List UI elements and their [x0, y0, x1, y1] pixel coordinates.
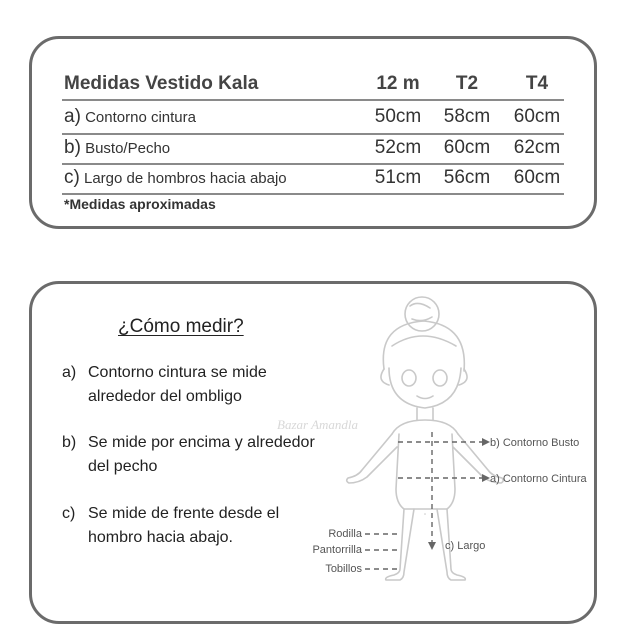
table-cell: 50cm: [374, 106, 422, 127]
how-to-title: ¿Cómo medir?: [118, 316, 244, 337]
row-text: Largo de hombros hacia abajo: [84, 170, 287, 187]
approx-note: *Medidas aproximadas: [64, 196, 216, 212]
step-text: Contorno cintura se mide alrededor del ombligo: [88, 364, 267, 405]
table-cell: 56cm: [443, 167, 491, 188]
row-letter: c): [64, 167, 80, 188]
girl-measurement-figure: [32, 284, 594, 621]
waist-label: a) Contorno Cintura: [490, 473, 587, 485]
how-to-measure-card: [29, 281, 597, 624]
row-letter: b): [64, 137, 81, 158]
ankle-label: Tobillos: [325, 563, 362, 575]
column-header-t2: T2: [455, 73, 479, 94]
girl-outline-illustration: [347, 297, 504, 580]
row-label: [64, 102, 196, 133]
table-cell: 52cm: [374, 137, 422, 158]
row-text: Contorno cintura: [85, 109, 196, 126]
column-header-t4: T4: [525, 73, 549, 94]
length-label: c) Largo: [445, 540, 486, 552]
table-row: [64, 163, 564, 193]
calf-label: Pantorrilla: [312, 544, 362, 556]
step-letter: c): [62, 505, 76, 522]
table-divider: [62, 99, 564, 101]
guide-arrowheads: [428, 438, 490, 550]
table-cell: 60cm: [513, 106, 561, 127]
column-header-12m: 12 m: [376, 73, 420, 94]
bust-label: b) Contorno Busto: [490, 437, 580, 449]
step-text: Se mide por encima y alrededor del pecho: [88, 434, 315, 475]
step-letter: a): [62, 364, 77, 381]
row-label: [64, 163, 287, 194]
table-title: Medidas Vestido Kala: [64, 73, 259, 94]
table-cell: 60cm: [513, 167, 561, 188]
step-letter: b): [62, 434, 77, 451]
row-label: [64, 133, 170, 164]
table-cell: 62cm: [513, 137, 561, 158]
table-row: [64, 133, 564, 163]
row-text: Busto/Pecho: [85, 140, 171, 157]
size-table-card: [29, 36, 597, 229]
table-cell: 58cm: [443, 106, 491, 127]
row-letter: a): [64, 106, 81, 127]
watermark: Bazar Amandla: [277, 417, 359, 432]
table-cell: 60cm: [443, 137, 491, 158]
table-divider: [62, 193, 564, 195]
table-cell: 51cm: [374, 167, 422, 188]
table-row: [64, 102, 564, 132]
step-text: Se mide de frente desde el hombro hacia abajo.: [88, 505, 280, 546]
knee-label: Rodilla: [328, 528, 362, 540]
table-header: [64, 69, 564, 99]
